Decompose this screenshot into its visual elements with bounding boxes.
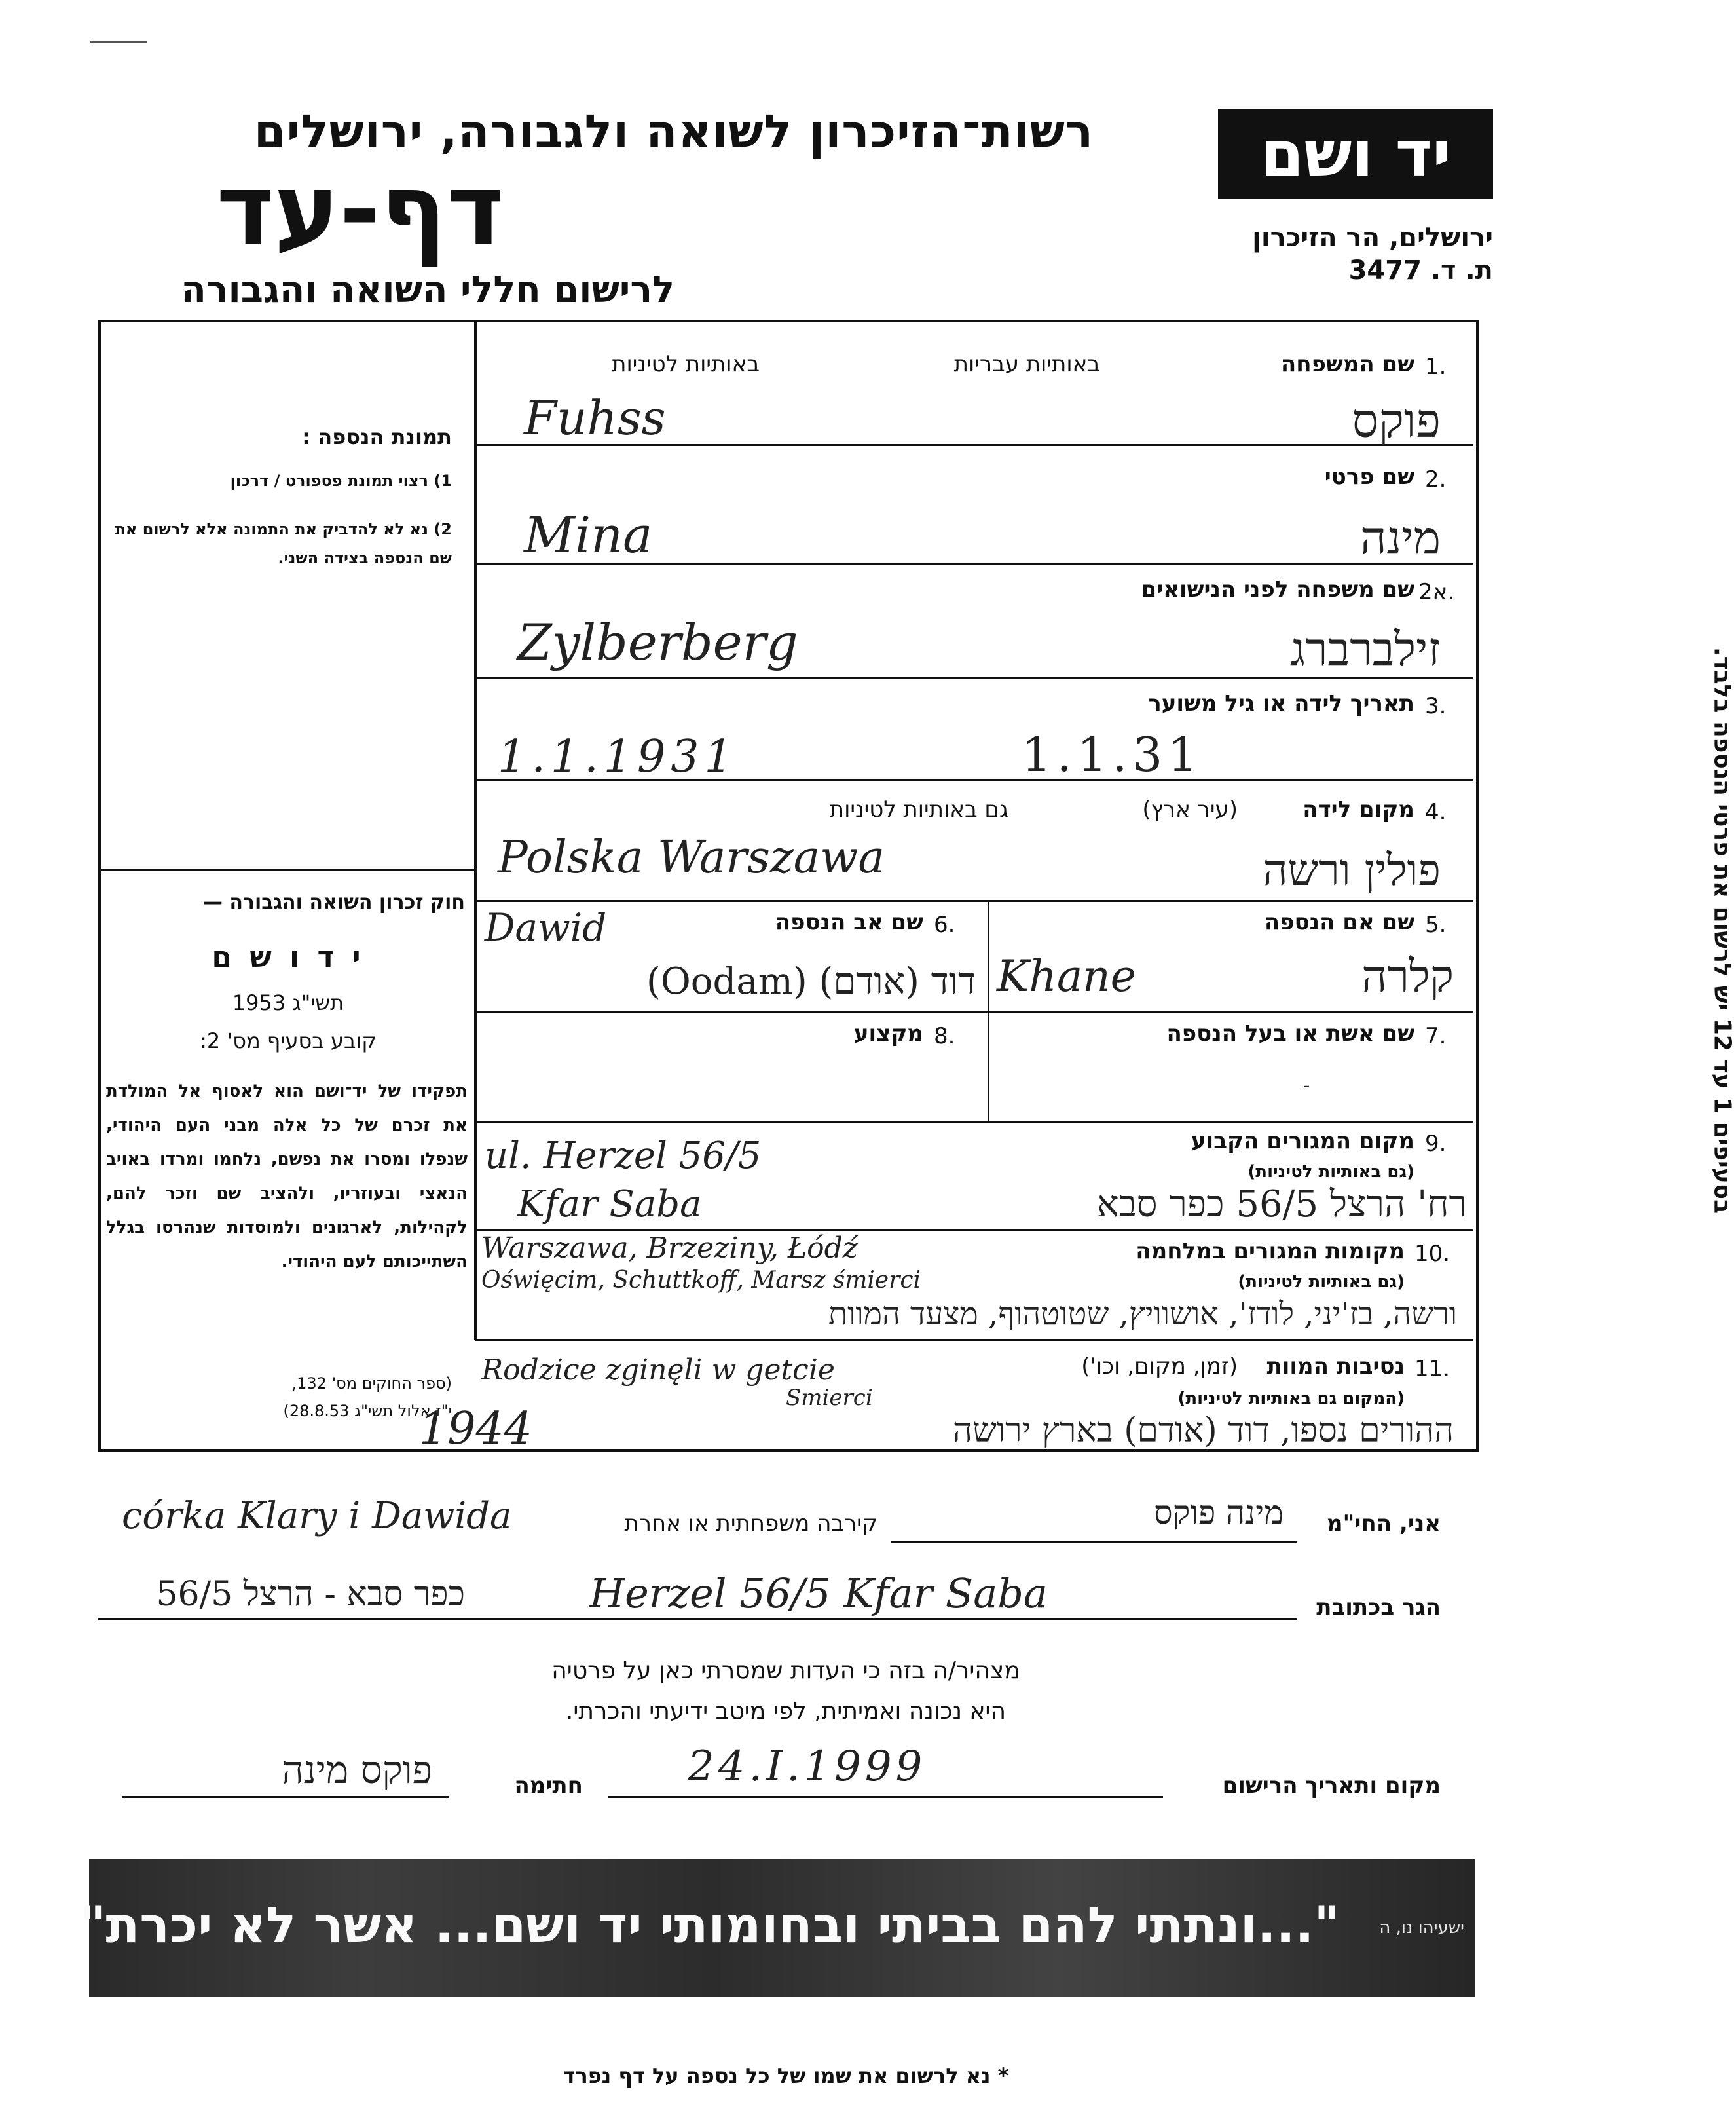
photo-item-1: 1) רצוי תמונת פספורט / דרכון [230, 472, 452, 490]
field-4-label: מקום לידה [1302, 797, 1414, 823]
field-2a-num: 2א. [1418, 579, 1455, 605]
footer-note: * נא לרשום את שמו של כל נספה על דף נפרד [563, 2063, 1009, 2088]
row-sep-9 [475, 1339, 1473, 1341]
field-1-latin-header: באותיות לטיניות [612, 351, 760, 377]
field-5-num: 5. [1425, 912, 1447, 938]
field-4-label-2: (עיר ארץ) [1142, 797, 1238, 823]
field-4-latin-header: גם באותיות לטיניות [829, 797, 1008, 823]
field-1-label: שם המשפחה [1280, 351, 1414, 377]
field-6-value-latin[interactable]: Dawid [485, 905, 607, 950]
field-2-value-latin[interactable]: Mina [524, 506, 653, 564]
law-title: חוק זכרון השואה והגבורה — [202, 891, 465, 914]
top-rule [90, 41, 147, 43]
law-ref-2: י"ז אלול תשי"ג 28.8.53) [283, 1402, 452, 1420]
field-2a-value-latin[interactable]: Zylberberg [517, 613, 798, 671]
field-5-label: שם אם הנספה [1264, 909, 1414, 935]
fields-5-8-divider [988, 900, 989, 1123]
row-sep-7 [475, 1121, 1473, 1123]
field-2a-value-hebrew[interactable]: זילברברג [1290, 622, 1441, 676]
field-10-value-hebrew[interactable]: ורשה, בז'יני, לודז', אושוויץ, שטוטהוף, מצעד המוות [828, 1296, 1457, 1332]
witness-relation-value[interactable]: córka Klary i Dawida [122, 1495, 512, 1537]
field-10-value-latin[interactable]: Warszawa, Brzeziny, Łódź [481, 1231, 858, 1265]
field-3-label: תאריך לידה או גיל משוער [1148, 690, 1414, 717]
yad-vashem-logo [1218, 109, 1493, 199]
field-9-sublabel: (גם באותיות לטיניות) [1247, 1162, 1414, 1182]
authority-title: רשות־הזיכרון לשואה ולגבורה, ירושלים [253, 105, 1094, 159]
field-7-label: שם אשת או בעל הנספה [1166, 1021, 1414, 1047]
place-date-line [608, 1796, 1163, 1798]
footer-quote-source: ישעיהו נו, ה [1379, 1918, 1464, 1938]
date-value[interactable]: 24.I.1999 [688, 1742, 927, 1791]
place-date-label: מקום ותאריך הרישום [1222, 1772, 1441, 1799]
field-10-label: מקומות המגורים במלחמה [1136, 1238, 1405, 1264]
field-4-value-latin[interactable]: Polska Warszawa [498, 832, 885, 884]
declaration-line-1: מצהיר/ה בזה כי העדות שמסרתי כאן על פרטיה [551, 1657, 1020, 1684]
field-11-value-latin-2[interactable]: Smierci [786, 1385, 873, 1411]
field-10-num: 10. [1414, 1241, 1450, 1267]
field-4-value-hebrew[interactable]: פולין ורשה [1263, 845, 1441, 895]
address-line-2: ת. ד. 3477 [1348, 255, 1493, 286]
field-11-num: 11. [1414, 1356, 1450, 1382]
witness-name-line [891, 1541, 1297, 1543]
signature-line [122, 1796, 449, 1798]
witness-address-hebrew[interactable]: כפר סבא - הרצל 56/5 [156, 1575, 465, 1614]
field-11-label: נסיבות המוות [1266, 1353, 1405, 1379]
field-8-num: 8. [934, 1023, 955, 1049]
field-9-value-latin-2[interactable]: Kfar Saba [517, 1183, 702, 1226]
row-sep-6 [475, 1011, 1473, 1013]
witness-prefix: אני, החי"מ [1327, 1510, 1441, 1537]
witness-relation-label: קירבה משפחתית או אחרת [624, 1510, 877, 1537]
field-7-value[interactable]: - [1303, 1074, 1310, 1097]
left-column-divider [474, 321, 477, 1340]
witness-address-line [98, 1618, 1297, 1620]
field-6-num: 6. [934, 912, 955, 938]
field-3-value-latin[interactable]: 1.1.1931 [498, 731, 738, 783]
law-ref-1: (ספר החוקים מס' 132, [291, 1374, 452, 1393]
field-3-value-hebrew[interactable]: 1.1.31 [1022, 727, 1204, 782]
footer-quote: "...ונתתי להם בביתי ובחומותי יד ושם... אשר לא יכרת" [79, 1896, 1340, 1954]
declaration-line-2: היא נכונה ואמיתית, לפי מיטב ידיעתי והכרתי. [565, 1698, 1007, 1725]
field-4-num: 4. [1425, 799, 1447, 825]
field-11-value-year[interactable]: 1944 [419, 1403, 533, 1455]
field-1-hebrew-header: באותיות עבריות [953, 351, 1100, 377]
witness-name-value[interactable]: מינה פוקס [1154, 1493, 1284, 1531]
law-year: תשי"ג 1953 [232, 990, 344, 1015]
witness-address-label: הגר בכתובת [1316, 1594, 1441, 1621]
form-purpose: לרישום חללי השואה והגבורה [181, 269, 674, 311]
field-5-value-latin[interactable]: Khane [997, 951, 1136, 1002]
field-2a-label: שם משפחה לפני הנישואים [1141, 576, 1414, 603]
law-name: י ד ו ש ם [212, 941, 365, 974]
field-11-value-hebrew[interactable]: ההורים נספו, דוד (אודם) בארץ ירושה [953, 1411, 1454, 1450]
field-2-num: 2. [1425, 466, 1447, 493]
footer-quote-band [79, 1859, 1475, 1997]
field-11-value-latin[interactable]: Rodzice zginęli w getcie [481, 1353, 835, 1387]
field-3-num: 3. [1425, 693, 1447, 719]
field-11-sublabel: (המקום גם באותיות לטיניות) [1177, 1389, 1405, 1408]
field-6-value-hebrew[interactable]: דוד (אודם) (Oodam) [646, 960, 976, 1003]
field-10-sublabel: (גם באותיות לטיניות) [1238, 1272, 1405, 1292]
photo-item-2: 2) נא לא להדביק את התמונה אלא לרשום את שם הנספה בצידה השני. [115, 520, 452, 567]
row-sep-3 [475, 677, 1473, 679]
field-10-value-latin-2[interactable]: Oświęcim, Schuttkoff, Marsz śmierci [481, 1267, 921, 1294]
field-1-num: 1. [1425, 354, 1447, 380]
form-title: דף-עד [216, 153, 504, 267]
law-text: תפקידו של יד־ושם הוא לאסוף אל המולדת את זכרם של כל אלה מבני העם היהודי, שנפלו ומסרו את נפשם, נלחמו ומרדו באויב הנאצי ובעוזריו, ולהציב שם וזכר להם, לקהילות, לארגונים ולמוסדות שנהרסו בגלל השתייכותם לעם היהודי. [106, 1081, 468, 1271]
photo-law-divider [100, 869, 474, 871]
field-8-label: מקצוע [853, 1021, 923, 1047]
row-sep-5 [475, 900, 1473, 902]
field-2-label: שם פרטי [1324, 464, 1414, 490]
field-11-label-2: (זמן, מקום, וכו') [1081, 1353, 1238, 1379]
field-9-value-hebrew[interactable]: רח' הרצל 56/5 כפר סבא [1097, 1183, 1467, 1226]
field-7-num: 7. [1425, 1023, 1447, 1049]
field-6-label: שם אב הנספה [775, 909, 923, 935]
side-note: בסעיפים 1 עד 12 יש לרשום את פרטי הנספה בלבד. [1708, 647, 1736, 1214]
address-line-1: ירושלים, הר הזיכרון [1252, 223, 1493, 253]
law-clause: קובע בסעיף מס' 2: [200, 1028, 377, 1053]
field-1-value-latin[interactable]: Fuhss [524, 390, 666, 445]
field-9-label: מקום המגורים הקבוע [1191, 1128, 1414, 1154]
row-sep-8 [475, 1229, 1473, 1231]
witness-address-latin[interactable]: Herzel 56/5 Kfar Saba [589, 1569, 1048, 1617]
field-9-value-latin[interactable]: ul. Herzel 56/5 [485, 1135, 762, 1177]
field-9-num: 9. [1425, 1131, 1447, 1157]
field-5-value-hebrew[interactable]: קלרה [1361, 951, 1454, 1003]
photo-title: תמונת הנספה : [302, 424, 452, 449]
signature-label: חתימה [514, 1772, 583, 1799]
field-2-value-hebrew[interactable]: מינה [1360, 511, 1441, 565]
logo-text: יד ושם [1260, 117, 1451, 191]
field-1-value-hebrew[interactable]: פוקס [1352, 393, 1441, 448]
signature-value[interactable]: פוקס מינה [282, 1748, 432, 1792]
